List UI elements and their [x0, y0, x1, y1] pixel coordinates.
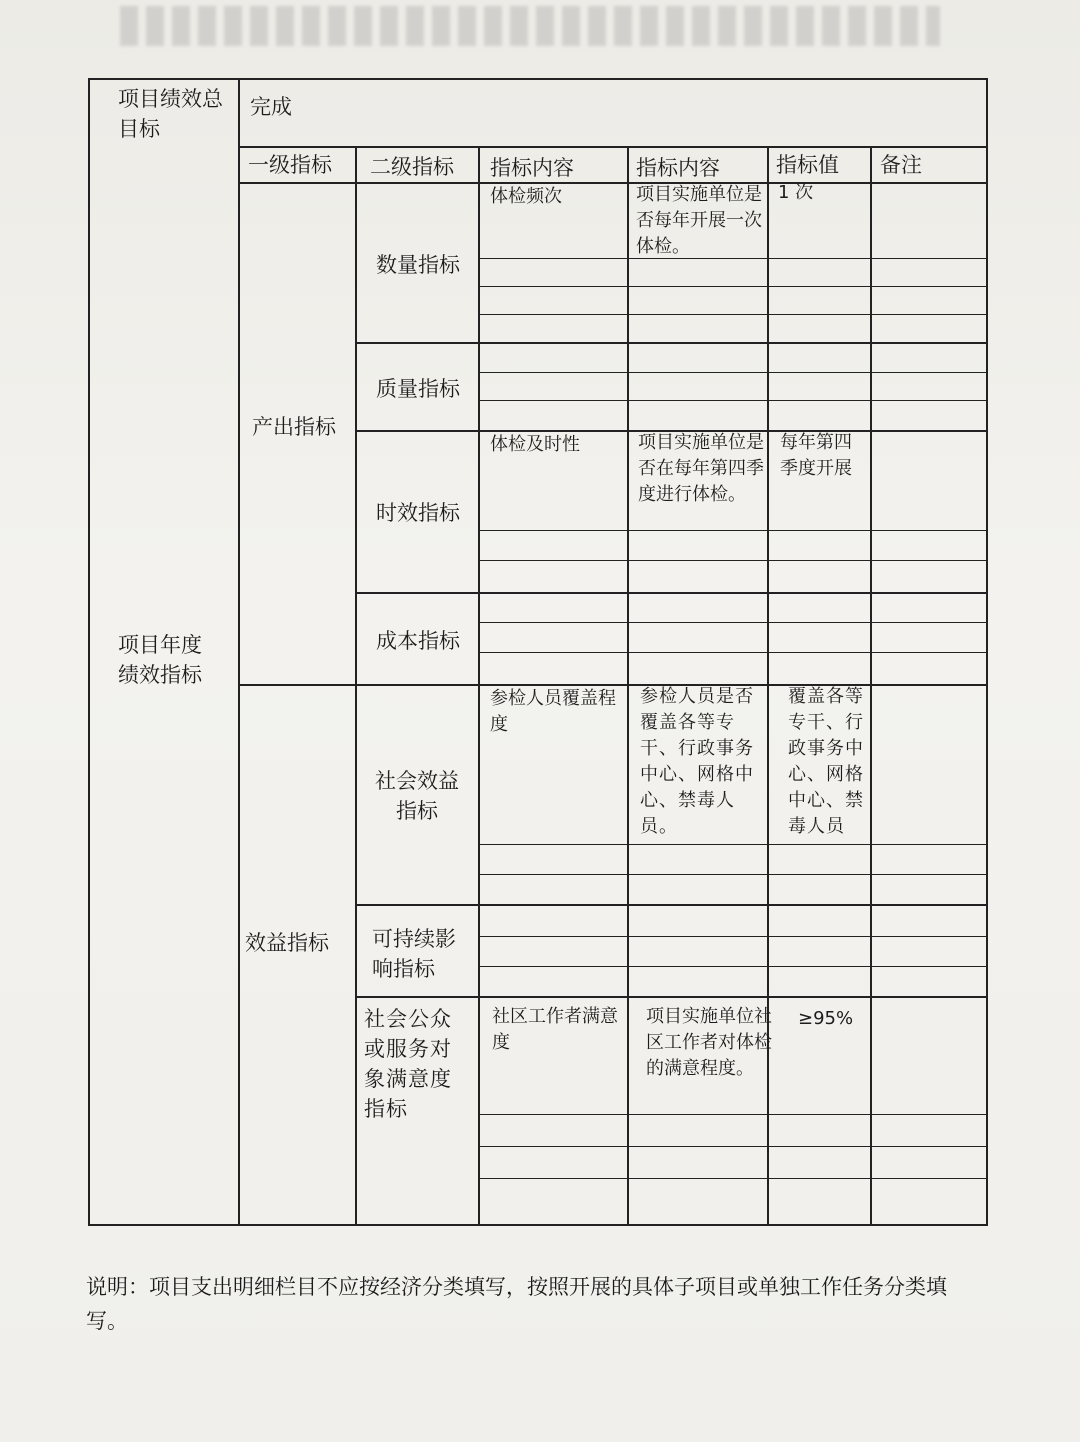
sub-row	[480, 314, 988, 315]
level2-sustainability: 可持续影响指标	[372, 927, 456, 981]
goal-value: 完成	[250, 95, 292, 119]
row-content: 参检人员覆盖程度	[490, 688, 616, 735]
sub-row	[480, 844, 988, 845]
header-content: 指标内容	[490, 156, 574, 180]
col-divider	[627, 148, 629, 1224]
sub-row	[480, 652, 988, 653]
row-divider	[240, 146, 988, 148]
level2-timeliness: 时效指标	[376, 501, 460, 525]
sub-row	[480, 560, 988, 561]
level2-cost: 成本指标	[376, 629, 460, 653]
bleed-through-title	[120, 6, 940, 46]
row-divider	[357, 342, 988, 344]
sub-row	[480, 400, 988, 401]
sub-row	[480, 530, 988, 531]
col-divider	[478, 148, 480, 1224]
row-detail: 项目实施单位是否每年开展一次体检。	[636, 184, 762, 257]
level1-benefit: 效益指标	[245, 931, 329, 955]
sub-row	[480, 966, 988, 967]
row-divider	[357, 996, 988, 998]
sub-row	[480, 286, 988, 287]
header-value: 指标值	[776, 153, 839, 177]
annual-indicators-label: 项目年度绩效指标	[118, 633, 202, 687]
footnote: 说明：项目支出明细栏目不应按经济分类填写，按照开展的具体子项目或单独工作任务分类填写。	[86, 1275, 947, 1333]
sub-row	[480, 936, 988, 937]
col-divider	[238, 80, 240, 1224]
row-detail: 项目实施单位社区工作者对体检的满意程度。	[646, 1006, 772, 1079]
row-divider	[357, 592, 988, 594]
row-detail: 项目实施单位是否在每年第四季度进行体检。	[638, 432, 764, 505]
level1-output: 产出指标	[252, 415, 336, 439]
header-content-2: 指标内容	[636, 156, 720, 180]
row-value: 覆盖各等专干、行政事务中心、网格中心、禁毒人员	[788, 686, 864, 837]
header-level1: 一级指标	[248, 153, 332, 177]
header-remark: 备注	[880, 153, 922, 177]
header-level2: 二级指标	[370, 155, 454, 179]
row-detail: 参检人员是否覆盖各等专干、行政事务中心、网格中心、禁毒人员。	[640, 686, 754, 837]
sub-row	[480, 622, 988, 623]
row-content: 社区工作者满意度	[492, 1006, 618, 1053]
col-divider	[355, 148, 357, 1224]
row-divider	[357, 904, 988, 906]
row-value: 每年第四季度开展	[780, 432, 852, 479]
sub-row	[480, 372, 988, 373]
sub-row	[480, 1146, 988, 1147]
level2-social-benefit: 社会效益指标	[375, 769, 459, 823]
level2-quantity: 数量指标	[376, 253, 460, 277]
row-value: 1 次	[778, 182, 814, 203]
sub-row	[480, 1114, 988, 1115]
level2-quality: 质量指标	[376, 377, 460, 401]
sub-row	[480, 874, 988, 875]
goal-label: 项目绩效总目标	[118, 87, 223, 141]
row-value: ≥95%	[798, 1008, 854, 1029]
level2-satisfaction: 社会公众或服务对象满意度指标	[364, 1007, 452, 1121]
row-content: 体检及时性	[490, 434, 580, 455]
row-content: 体检频次	[490, 186, 562, 207]
sub-row	[480, 1178, 988, 1179]
